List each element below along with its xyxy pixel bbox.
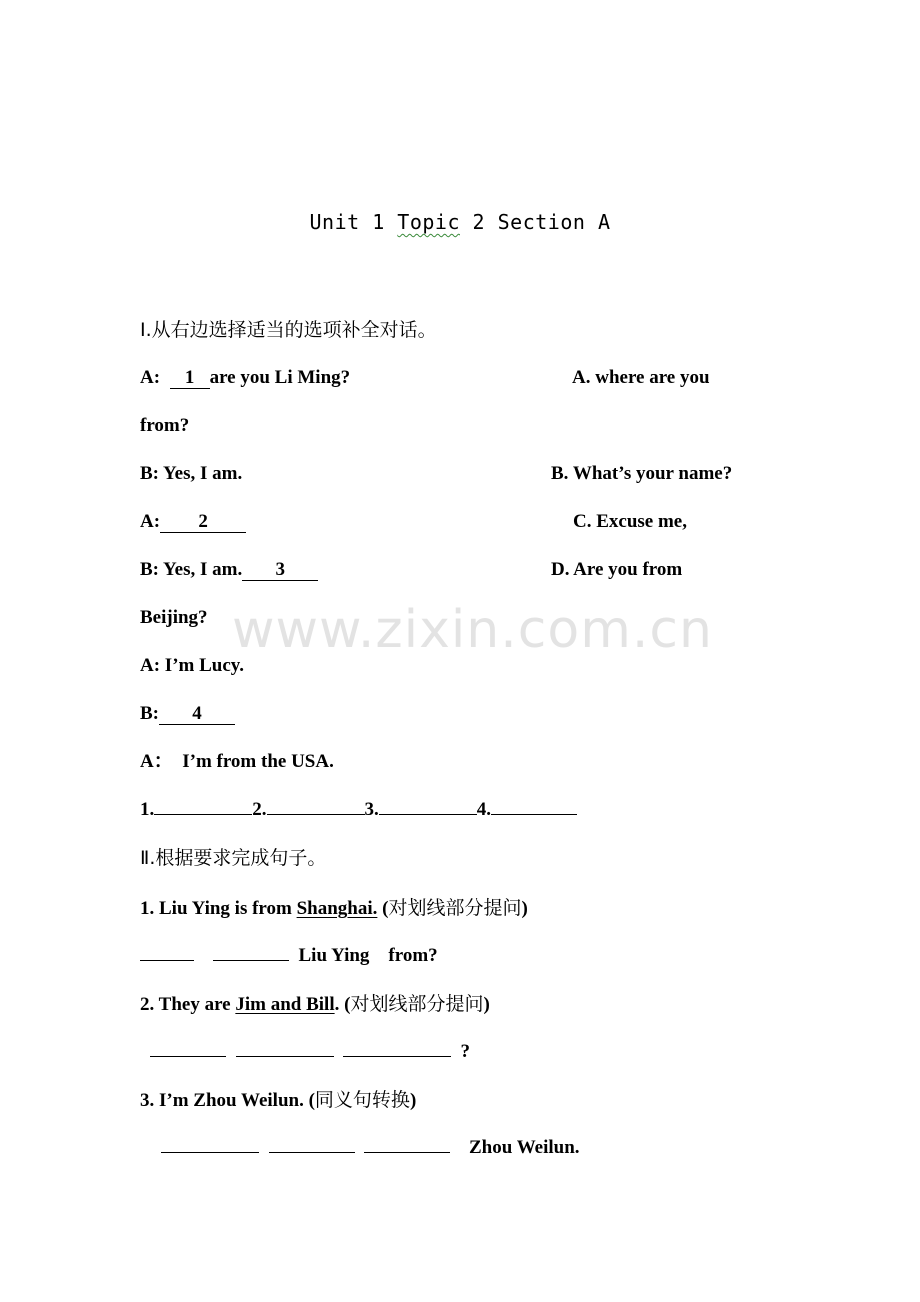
q3-blank-3[interactable] xyxy=(364,1152,450,1153)
answer-blank-2[interactable] xyxy=(267,814,365,815)
answer-blank-3[interactable] xyxy=(379,814,477,815)
instruction-cn: 对划线部分提问 xyxy=(350,993,484,1015)
answer-row xyxy=(140,798,577,822)
speaker-label: A: xyxy=(140,511,161,532)
question-text: ) xyxy=(409,1090,417,1111)
section2-heading: Ⅱ.根据要求完成句子。 xyxy=(140,847,327,869)
question-2 xyxy=(140,992,490,1017)
page-title xyxy=(0,210,920,234)
dialogue-line-6 xyxy=(140,702,235,726)
dialogue-line-2: B: Yes, I am. xyxy=(140,463,243,484)
blank-4[interactable]: 4 xyxy=(159,704,235,725)
instruction-cn: 对划线部分提问 xyxy=(388,897,522,919)
option-b: B. What’s your name? xyxy=(551,463,733,484)
question-text: 1. Liu Ying is from xyxy=(140,898,297,919)
answer-line-3 xyxy=(161,1136,580,1160)
answer-label: 4. xyxy=(476,799,491,820)
dialogue-line-5: A: I’m Lucy. xyxy=(140,655,244,676)
answer-line-1 xyxy=(140,944,438,968)
speaker-label: B: xyxy=(140,703,159,724)
answer-blank-4[interactable] xyxy=(491,814,577,815)
watermark: www.zixin.com.cn xyxy=(232,600,713,660)
answer-label: 2. xyxy=(252,799,267,820)
question-text: ( xyxy=(377,898,389,919)
section1-heading: Ⅰ.从右边选择适当的选项补全对话。 xyxy=(140,319,437,341)
answer-text: Liu Ying from? xyxy=(298,945,438,966)
answer-blank-1[interactable] xyxy=(154,814,252,815)
dialogue-line-3 xyxy=(140,510,246,534)
answer-label: 1. xyxy=(140,799,155,820)
question-1 xyxy=(140,896,528,921)
answer-line-2 xyxy=(150,1040,470,1064)
dialogue-line-4-wrap: Beijing? xyxy=(140,607,208,628)
dialogue-line-1 xyxy=(140,366,350,390)
answer-text: ? xyxy=(460,1041,470,1062)
answer-text: Zhou Weilun. xyxy=(469,1137,580,1158)
q2-blank-3[interactable] xyxy=(343,1056,451,1057)
option-d: D. Are you from xyxy=(551,559,683,580)
q3-blank-1[interactable] xyxy=(161,1152,259,1153)
dialogue-line-7: A： I’m from the USA. xyxy=(140,751,334,772)
q1-blank-2[interactable] xyxy=(213,960,289,961)
dialogue-line-1-wrap: from? xyxy=(140,415,190,436)
question-text: ) xyxy=(521,898,528,919)
dialogue-text: B: Yes, I am. xyxy=(140,559,243,580)
question-text: 2. They are xyxy=(140,994,236,1015)
q3-blank-2[interactable] xyxy=(269,1152,355,1153)
title-unit: Unit 1 xyxy=(309,210,398,234)
question-3 xyxy=(140,1088,416,1113)
question-text: ) xyxy=(483,994,490,1015)
q2-blank-1[interactable] xyxy=(150,1056,226,1057)
speaker-label: A: xyxy=(140,367,170,388)
blank-2[interactable]: 2 xyxy=(160,512,246,533)
question-text: 3. I’m Zhou Weilun. ( xyxy=(140,1090,315,1111)
dialogue-text: are you Li Ming? xyxy=(209,367,351,388)
option-c: C. Excuse me, xyxy=(573,511,687,532)
question-text: . ( xyxy=(334,994,351,1015)
option-a: A. where are you xyxy=(572,367,710,388)
q2-blank-2[interactable] xyxy=(236,1056,334,1057)
title-topic-word: Topic xyxy=(397,210,460,234)
blank-3[interactable]: 3 xyxy=(242,560,318,581)
underlined-phrase: Jim and Bill xyxy=(235,994,335,1015)
instruction-cn: 同义句转换 xyxy=(314,1089,410,1111)
title-section: 2 Section A xyxy=(460,210,611,234)
dialogue-line-4 xyxy=(140,558,318,582)
q1-blank-1[interactable] xyxy=(140,960,194,961)
answer-label: 3. xyxy=(364,799,379,820)
blank-1[interactable]: 1 xyxy=(170,368,210,389)
underlined-phrase: Shanghai. xyxy=(296,898,378,919)
